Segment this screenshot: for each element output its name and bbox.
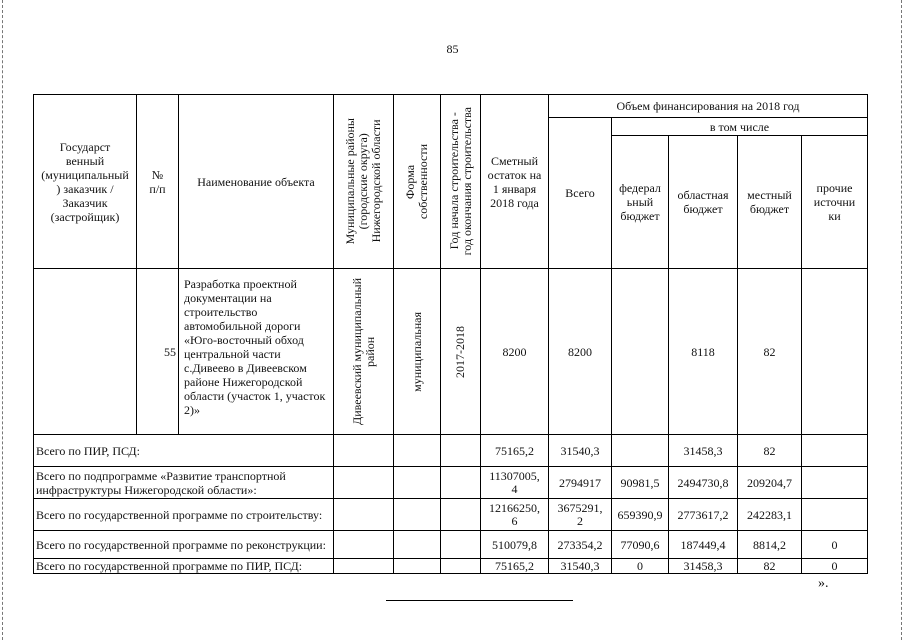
total-years	[441, 559, 481, 574]
right-edge-line	[901, 0, 902, 640]
total-ownership	[394, 467, 441, 499]
total-local: 82	[738, 559, 802, 574]
total-balance: 75165,2	[481, 435, 549, 467]
total-other: 0	[802, 559, 868, 574]
total-label: Всего по подпрограмме «Развитие транспортной инфраструктуры Нижегородской области»:	[34, 467, 334, 499]
row55-federal	[612, 269, 669, 435]
header-customer: Государст венный (муниципальный ) заказчик / Заказчик (застройщик)	[34, 95, 137, 269]
header-funding-group: Объем финансирования на 2018 год	[549, 95, 868, 118]
row55-district-text: Дивеевский муниципальный район	[349, 278, 377, 425]
header-ownership-text: Форма собственности	[403, 143, 430, 220]
footer-rule	[386, 600, 573, 601]
row55-years	[441, 269, 481, 435]
header-districts	[334, 95, 394, 269]
total-district	[334, 499, 394, 531]
row55-customer	[34, 269, 137, 435]
row55-total: 8200	[549, 269, 612, 435]
total-federal: 77090,6	[612, 531, 669, 559]
total-row	[34, 531, 868, 559]
header-years	[441, 95, 481, 269]
total-years	[441, 499, 481, 531]
total-row	[34, 435, 868, 467]
total-ownership	[394, 499, 441, 531]
row55-object-name: Разработка проектной документации на строительство автомобильной дороги «Юго-восточный обход центральной части с.Дивеево в Дивеевском районе Нижегородской области (участок 1, участок 2)»	[179, 269, 334, 435]
header-object-name: Наименование объекта	[179, 95, 334, 269]
total-row	[34, 559, 868, 574]
total-federal: 90981,5	[612, 467, 669, 499]
total-balance: 510079,8	[481, 531, 549, 559]
header-number: № п/п	[137, 95, 179, 269]
row55-local: 82	[738, 269, 802, 435]
total-sum: 31540,3	[549, 559, 612, 574]
row55-regional: 8118	[669, 269, 738, 435]
total-years	[441, 435, 481, 467]
total-years	[441, 531, 481, 559]
total-regional: 31458,3	[669, 559, 738, 574]
total-local: 82	[738, 435, 802, 467]
total-ownership	[394, 435, 441, 467]
total-other	[802, 499, 868, 531]
total-sum: 273354,2	[549, 531, 612, 559]
total-regional: 2494730,8	[669, 467, 738, 499]
total-other	[802, 435, 868, 467]
total-label: Всего по ПИР, ПСД:	[34, 435, 334, 467]
total-federal: 0	[612, 559, 669, 574]
total-row	[34, 499, 868, 531]
total-regional: 187449,4	[669, 531, 738, 559]
total-local: 209204,7	[738, 467, 802, 499]
header-other: прочие источни ки	[802, 136, 868, 269]
total-sum: 3675291, 2	[549, 499, 612, 531]
header-total: Всего	[549, 118, 612, 269]
header-local: местный бюджет	[738, 136, 802, 269]
total-balance: 12166250, 6	[481, 499, 549, 531]
page-number: 85	[446, 42, 459, 56]
header-including: в том числе	[612, 118, 868, 136]
total-federal	[612, 435, 669, 467]
header-row-1	[34, 95, 868, 118]
total-local: 242283,1	[738, 499, 802, 531]
total-balance: 11307005, 4	[481, 467, 549, 499]
total-regional: 31458,3	[669, 435, 738, 467]
header-federal: федерал ьный бюджет	[612, 136, 669, 269]
total-other: 0	[802, 531, 868, 559]
total-district	[334, 467, 394, 499]
total-regional: 2773617,2	[669, 499, 738, 531]
row55-number: 55	[137, 269, 179, 435]
row55-district	[334, 269, 394, 435]
header-years-text: Год начала строительства - год окончания строительства	[446, 107, 474, 256]
total-row	[34, 467, 868, 499]
total-sum: 2794917	[549, 467, 612, 499]
row55-years-text: 2017-2018	[453, 325, 467, 378]
total-balance: 75165,2	[481, 559, 549, 574]
header-ownership	[394, 95, 441, 269]
header-balance: Сметный остаток на 1 января 2018 года	[481, 95, 549, 269]
total-local: 8814,2	[738, 531, 802, 559]
total-label: Всего по государственной программе по строительству:	[34, 499, 334, 531]
total-district	[334, 559, 394, 574]
row55-ownership	[394, 269, 441, 435]
total-ownership	[394, 559, 441, 574]
total-district	[334, 435, 394, 467]
total-sum: 31540,3	[549, 435, 612, 467]
total-label: Всего по государственной программе по ПИР, ПСД:	[34, 559, 334, 574]
total-years	[441, 467, 481, 499]
row55-balance: 8200	[481, 269, 549, 435]
total-other	[802, 467, 868, 499]
total-federal: 659390,9	[612, 499, 669, 531]
total-district	[334, 531, 394, 559]
total-ownership	[394, 531, 441, 559]
row55-ownership-text: муниципальная	[409, 311, 424, 392]
total-label: Всего по государственной программе по реконструкции:	[34, 531, 334, 559]
header-districts-text: Муниципальные районы (городские округа) Нижегородской области	[343, 118, 383, 245]
left-edge-line	[2, 0, 3, 640]
closing-mark: ».	[818, 576, 829, 591]
financing-table	[33, 94, 868, 574]
row55-other	[802, 269, 868, 435]
header-regional: областная бюджет	[669, 136, 738, 269]
object-row-55	[34, 269, 868, 435]
